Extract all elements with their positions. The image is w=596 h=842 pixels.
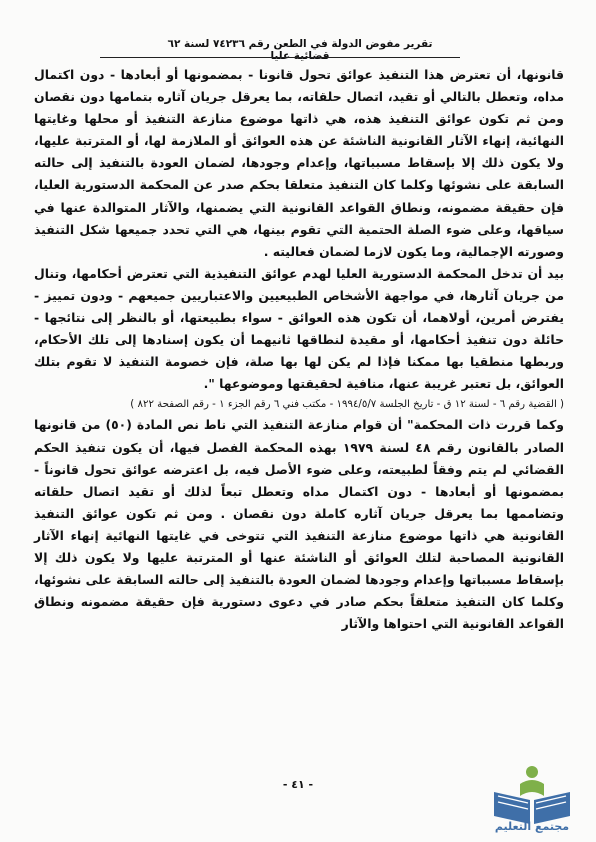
- page-number: - ٤١ -: [282, 778, 314, 791]
- page-header: تقرير مفوض الدولة في الطعن رقم ٧٤٢٣٦ لسنة ٦٢ قضائية عليا: [167, 38, 433, 62]
- document-body: [34, 64, 564, 635]
- logo-caption: مجتمع التعليم: [494, 820, 570, 833]
- header-divider: [100, 57, 460, 58]
- case-citation: ( القضية رقم ٦ - لسنة ١٢ ق - تاريخ الجلسة ١٩٩٤/٥/٧ - مكتب فني ٦ رقم الجزء ١ - رقم الصفحة ٨٢٢ ): [130, 399, 564, 411]
- paragraph-2: بيد أن تدخل المحكمة الدستورية العليا لهدم عوائق التنفيذية التي تعترض أحكامها، وتنال من جريان آثارها، في مواجهة الأشخاص الطبيعيين والاعتباريين جميعهم - ودون تمييز - يفترض أمرين، أولاهما، أن تكون هذه العوائق - سواء بطبيعتها، أو بالنظر إلى نتائجها - حائلة دون تنفيذ أحكامها، أو مقيدة لنطاقها ثانيهما أن يكون إسنادها إلى تلك الأحكام، وربطها منطقيا بها ممكنا فإذا لم يكن لها بها صلة، فإن خصومة التنفيذ لا تقوم بتلك العوائق، بل تعتبر غريبة عنها، منافية لحقيقتها وموضوعها ".: [34, 265, 564, 392]
- paragraph-1: قانونها، أن تعترض هذا التنفيذ عوائق تحول قانونا - بمضمونها أو أبعادها - دون اكتمال مداه، وتعطل بالتالي أو تقيد، اتصال حلقاته، بما يعرقل جريان آثاره بتمامها دون نقصان ومن ثم تكون عوائق التنفيذ هذه، هي ذاتها موضوع منازعة التنفيذ أو محلها وغايتها النهائية، إنهاء الآثار القانونية الناشئة عن هذه العوائق أو الملازمة لها، أو المترتبة عليها، ولا يكون ذلك إلا بإسقاط مسبباتها، وإعدام وجودها، لضمان العودة بالتنفيذ إلى حالته السابقة على نشوئها وكلما كان التنفيذ متعلقا بحكم صدر عن المحكمة الدستورية العليا، فإن حقيقة مضمونه، ونطاق القواعد القانونية التي يضمنها، والآثار المتوالدة عنها في سياقها، وعلى ضوء الصلة الحتمية التي تقوم بينها، هي التي تحدد جميعها شكل التنفيذ وصورته الإجمالية، وما يكون لازما لضمان فعاليته .: [34, 67, 564, 259]
- paragraph-3: وكما قررت ذات المحكمة" أن قوام منازعة التنفيذ التي ناط نص المادة (٥٠) من قانونها الصادر بالقانون رقم ٤٨ لسنة ١٩٧٩ بهذه المحكمة الفصل فيها، أن يكون تنفيذ الحكم القضائي لم يتم وفقاً لطبيعته، وعلى ضوء الأصل فيه، بل اعترضه عوائق تحول قانوناً - بمضمونها أو أبعادها - دون اكتمال مداه وتعطل تبعاً لذلك أو تقيد اتصال حلقاته وتضاممها بما يعرقل جريان آثاره كاملة دون نقصان . ومن ثم تكون عوائق التنفيذ القانونية هي ذاتها موضوع منازعة التنفيذ التي تتوخى في غايتها النهائية إنهاء الآثار القانونية المصاحبة لتلك العوائق أو الناشئة عنها أو المترتبة عليها ولا يكون ذلك إلا بإسقاط مسبباتها وإعدام وجودها لضمان العودة بالتنفيذ إلى حالته السابقة على نشوئها، وكلما كان التنفيذ متعلقاً بحكم صادر في دعوى دستورية فإن حقيقة مضمونه ونطاق القواعد القانونية التي احتواها والآثار: [34, 417, 564, 632]
